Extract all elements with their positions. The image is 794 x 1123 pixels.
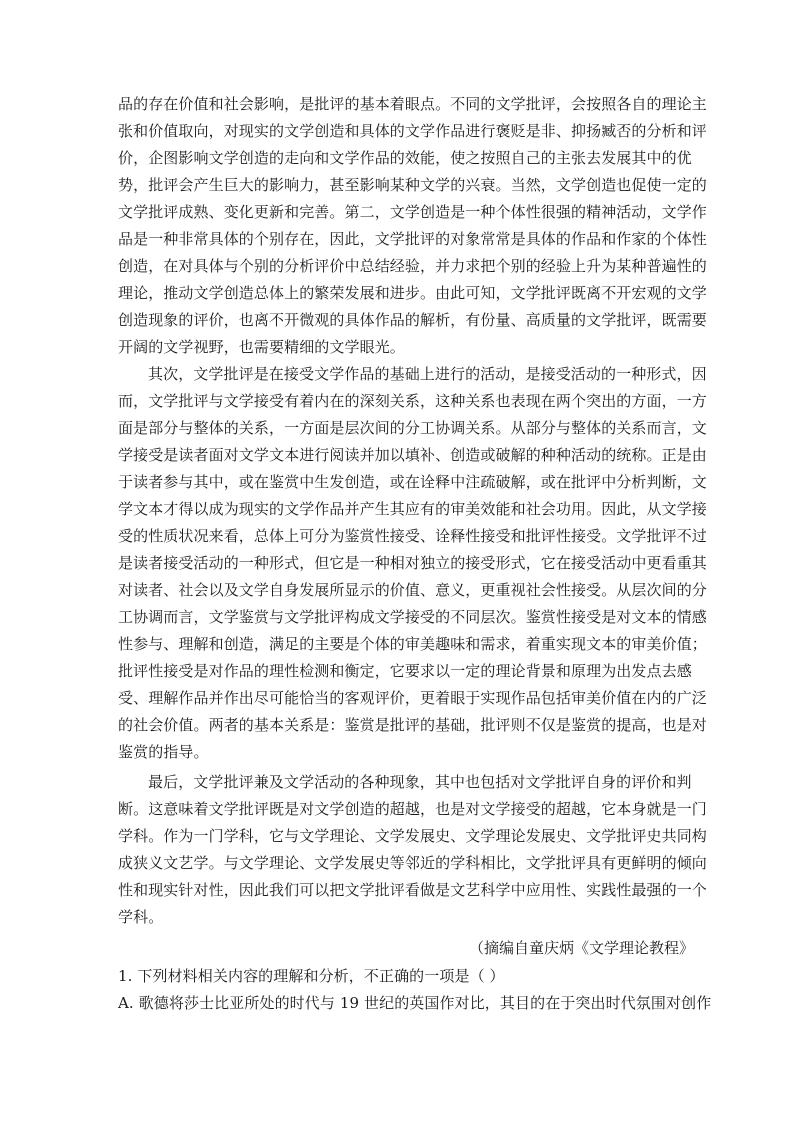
text-line: 学科。作为一门学科，它与文学理论、文学发展史、文学理论发展史、文学批评史共同构 — [118, 827, 707, 845]
text-line: 理论，推动文学创造总体上的繁荣发展和进步。由此可知，文学批评既离不开宏观的文学 — [118, 284, 707, 302]
question-option-a[interactable]: A. 歌德将莎士比亚所处的时代与 19 世纪的英国作对比，其目的在于突出时代氛围对创作 — [118, 994, 712, 1012]
text-line: 面是部分与整体的关系，一方面是层次间的分工协调关系。从部分与整体的关系而言，文 — [118, 419, 707, 437]
text-line: 势，批评会产生巨大的影响力，甚至影响某种文学的兴衰。当然，文学创造也促使一定的 — [118, 176, 707, 194]
text-line: 其次，文学批评是在接受文学作品的基础上进行的活动，是接受活动的一种形式，因 — [148, 365, 707, 383]
text-line: 创造，在对具体与个别的分析评价中总结经验，并力求把个别的经验上升为某种普遍性的 — [118, 257, 707, 275]
text-line: 是读者接受活动的一种形式，但它是一种相对独立的接受形式，它在接受活动中更看重其 — [118, 554, 707, 572]
text-line: 受的性质状况来看，总体上可分为鉴赏性接受、诠释性接受和批评性接受。文学批评不过 — [118, 527, 707, 545]
text-line: 受、理解作品并作出尽可能恰当的客观评价，更着眼于实现作品包括审美价值在内的广泛 — [118, 689, 707, 707]
text-line: 价，企图影响文学创造的走向和文学作品的效能，使之按照自己的主张去发展其中的优 — [118, 149, 692, 167]
text-line: 品的存在价值和社会影响，是批评的基本着眼点。不同的文学批评，会按照各自的理论主 — [118, 95, 707, 113]
text-line: 的社会价值。两者的基本关系是：鉴赏是批评的基础，批评则不仅是鉴赏的提高，也是对 — [118, 716, 707, 734]
text-line: 工协调而言，文学鉴赏与文学批评构成文学接受的不同层次。鉴赏性接受是对文本的情感 — [118, 608, 707, 626]
source-citation: （摘编自童庆炳《文学理论教程》 — [468, 939, 694, 957]
text-line: 对读者、社会以及文学自身发展所显示的价值、意义，更重视社会性接受。从层次间的分 — [118, 581, 707, 599]
text-line: 品是一种非常具体的个别存在，因此，文学批评的对象常常是具体的作品和作家的个体性 — [118, 230, 707, 248]
text-line: 学文本才得以成为现实的文学作品并产生其应有的审美效能和社会功用。因此，从文学接 — [118, 500, 707, 518]
text-line: 于读者参与其中，或在鉴赏中生发创造，或在诠释中注疏破解，或在批评中分析判断，文 — [118, 473, 707, 491]
text-line: 而，文学批评与文学接受有着内在的深刻关系，这种关系也表现在两个突出的方面，一方 — [118, 392, 707, 410]
text-line: 文学批评成熟、变化更新和完善。第二，文学创造是一种个体性很强的精神活动，文学作 — [118, 203, 707, 221]
text-line: 成狭义文艺学。与文学理论、文学发展史等邻近的学科相比，文学批评具有更鲜明的倾向 — [118, 854, 707, 872]
text-line: 开阔的文学视野，也需要精细的文学眼光。 — [118, 338, 405, 356]
text-line: 断。这意味着文学批评既是对文学创造的超越，也是对文学接受的超越，它本身就是一门 — [118, 800, 707, 818]
text-line: 性参与、理解和创造，满足的主要是个体的审美趣味和需求，着重实现文本的审美价值； — [118, 635, 707, 653]
text-line: 学接受是读者面对文学文本进行阅读并加以填补、创造或破解的种种活动的统称。正是由 — [118, 446, 707, 464]
text-line: 创造现象的评价，也离不开微观的具体作品的解析，有份量、高质量的文学批评，既需要 — [118, 311, 707, 329]
text-line: 张和价值取向，对现实的文学创造和具体的文学作品进行褒贬是非、抑扬臧否的分析和评 — [118, 122, 707, 140]
question-stem: 1. 下列材料相关内容的理解和分析，不正确的一项是（ ） — [118, 967, 505, 985]
text-line: 学科。 — [118, 908, 164, 926]
text-line: 性和现实针对性，因此我们可以把文学批评看做是文艺科学中应用性、实践性最强的一个 — [118, 881, 707, 899]
text-line: 鉴赏的指导。 — [118, 743, 209, 761]
text-line: 最后，文学批评兼及文学活动的各种现象，其中也包括对文学批评自身的评价和判 — [148, 773, 692, 791]
text-line: 批评性接受是对作品的理性检测和衡定，它要求以一定的理论背景和原理为出发点去感 — [118, 662, 692, 680]
